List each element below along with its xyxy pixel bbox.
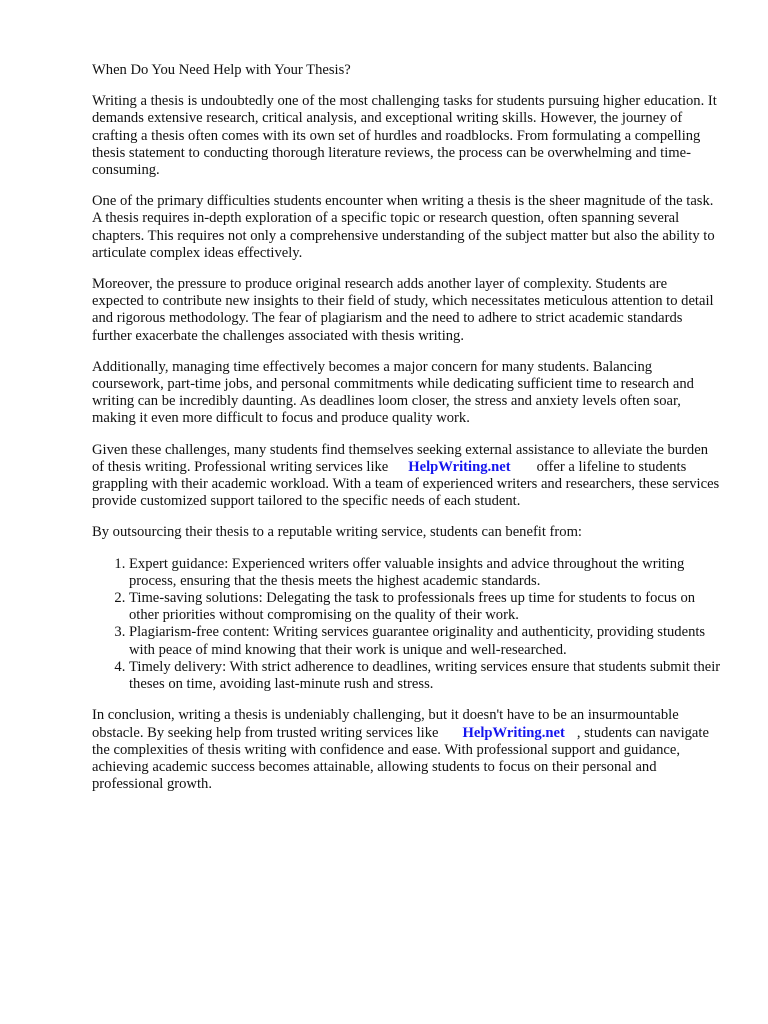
document-title: When Do You Need Help with Your Thesis? — [92, 62, 351, 78]
intro-paragraph: Writing a thesis is undoubtedly one of the most challenging tasks for students pursuing higher education. It demands extensive research, critical analysis, and exceptional writing skills. However, the journey of crafting a thesis often comes with its own set of hurdles and roadblocks. From formulating a compelling thesis statement to conducting thorough literature reviews, the process can be overwhelming and time-consuming. — [92, 93, 717, 179]
helpwriting-link-conclusion[interactable]: HelpWriting.net — [462, 724, 565, 741]
benefits-intro: By outsourcing their thesis to a reputable writing service, students can benefit from: — [92, 524, 582, 541]
services-paragraph — [92, 442, 722, 511]
document-page — [92, 62, 722, 807]
services-text-after: offer a lifeline to students grappling with their academic workload. With a team of experienced writers and researchers, these services provide customized support tailored to the specific needs of each student. — [92, 458, 720, 510]
helpwriting-link[interactable]: HelpWriting.net — [408, 458, 511, 475]
difficulty-paragraph: One of the primary difficulties students encounter when writing a thesis is the sheer magnitude of the task. A thesis requires in-depth exploration of a specific topic or research question, often spanning several chapters. This requires not only a comprehensive understanding of the subject matter but also the ability to articulate complex ideas effectively. — [92, 193, 715, 261]
conclusion-paragraph — [92, 707, 722, 793]
pressure-paragraph: Moreover, the pressure to produce original research adds another layer of complexity. Students are expected to contribute new insights to their field of study, which necessitates meticulous attention to detail and rigorous methodology. The fear of plagiarism and the need to adhere to strict academic standards further exacerbate the challenges associated with thesis writing. — [92, 276, 714, 344]
services-text-before: Given these challenges, many students find themselves seeking external assistance to alleviate the burden of thesis writing. Professional writing services like — [92, 441, 708, 475]
conclusion-text-before: In conclusion, writing a thesis is undeniably challenging, but it doesn't have to be an insurmountable obstacle. By seeking help from trusted writing services like — [92, 707, 679, 741]
list-item: 1. Expert guidance: Experienced writers offer valuable insights and advice throughout the writing process, ensuring that the thesis meets the highest academic standards. — [129, 556, 722, 590]
benefits-list — [92, 556, 722, 694]
time-management-paragraph: Additionally, managing time effectively becomes a major concern for many students. Balancing coursework, part-time jobs, and personal commitments while dedicating sufficient time to research and writing can be incredibly daunting. As deadlines loom closer, the stress and anxiety levels often soar, making it even more difficult to focus and produce quality work. — [92, 358, 694, 427]
list-item: 3. Plagiarism-free content: Writing services guarantee originality and authenticity, providing students with peace of mind knowing that their work is unique and well-researched. — [129, 624, 722, 658]
conclusion-text-after: , students can navigate the complexities of thesis writing with confidence and ease. With professional support and guidance, achieving academic success becomes attainable, allowing students to focus on their personal and professional growth. — [92, 724, 709, 793]
list-item: 2. Time-saving solutions: Delegating the task to professionals frees up time for students to focus on other priorities without compromising on the quality of their work. — [129, 590, 722, 624]
list-item: 4. Timely delivery: With strict adherence to deadlines, writing services ensure that students submit their theses on time, avoiding last-minute rush and stress. — [129, 659, 722, 693]
